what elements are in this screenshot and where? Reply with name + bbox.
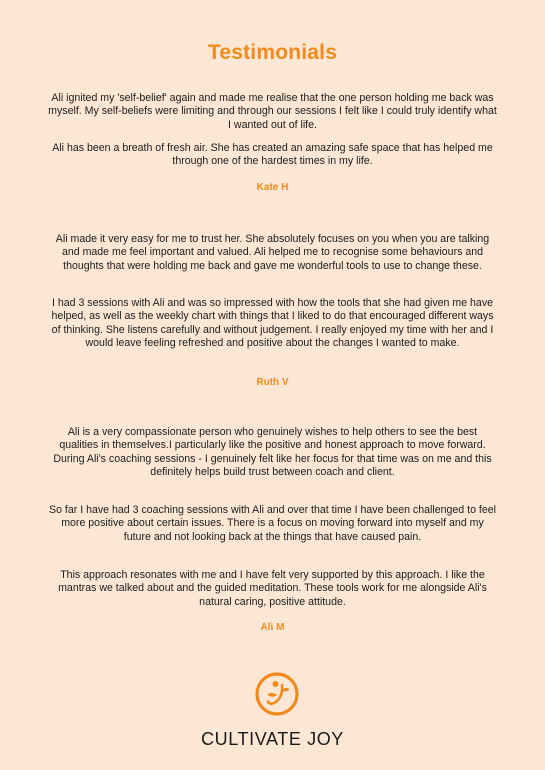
testimonial-author: Ruth V	[256, 377, 289, 388]
testimonial-paragraph: So far I have had 3 coaching sessions with Ali and over that time I have been challenged to feel more positive about certain issues. There is a focus on moving forward into myself and my future and not looking back at the things that have caused pain.	[49, 504, 496, 543]
testimonial-paragraph: Ali ignited my 'self-belief' again and made me realise that the one person holding me back was myself. My self-beliefs were limiting and through our sessions I felt like I could truly identify what I wanted out of life.	[48, 92, 497, 131]
testimonial-author: Ali M	[260, 622, 285, 633]
testimonial-paragraph: I had 3 sessions with Ali and was so impressed with how the tools that she had given me have helped, as well as the weekly chart with things that I liked to do that encouraged different ways of thinking. She listens carefully and without judgement. I really enjoyed my time with her and I would leave feeling refreshed and positive about the changes I wanted to make.	[51, 297, 494, 349]
testimonial-paragraph: Ali made it very easy for me to trust her. She absolutely focuses on you when you are talking and made me feel important and valued. Ali helped me to recognise some behaviours and thoughts that were holding me back and gave me wonderful tools to use to change these.	[55, 233, 490, 272]
page-title: Testimonials	[207, 41, 338, 64]
testimonial-paragraph: Ali has been a breath of fresh air. She has created an amazing safe space that has helped me through one of the hardest times in my life.	[52, 142, 493, 168]
testimonial-paragraph: This approach resonates with me and I have felt very supported by this approach. I like the mantras we talked about and the guided meditation. These tools work for me alongside Ali's natural caring, positive attitude.	[58, 569, 487, 608]
cultivate-joy-logo-icon	[254, 671, 300, 717]
testimonial-paragraph: Ali is a very compassionate person who genuinely wishes to help others to see the best qualities in themselves.I particularly like the positive and honest approach to move forward. During Ali's coaching sessions - I genuinely felt like her focus for that time was on me and this definitely helps build trust between coach and client.	[53, 426, 492, 478]
testimonial-author: Kate H	[256, 182, 289, 193]
brand-name: CULTIVATE JOY	[201, 729, 344, 749]
